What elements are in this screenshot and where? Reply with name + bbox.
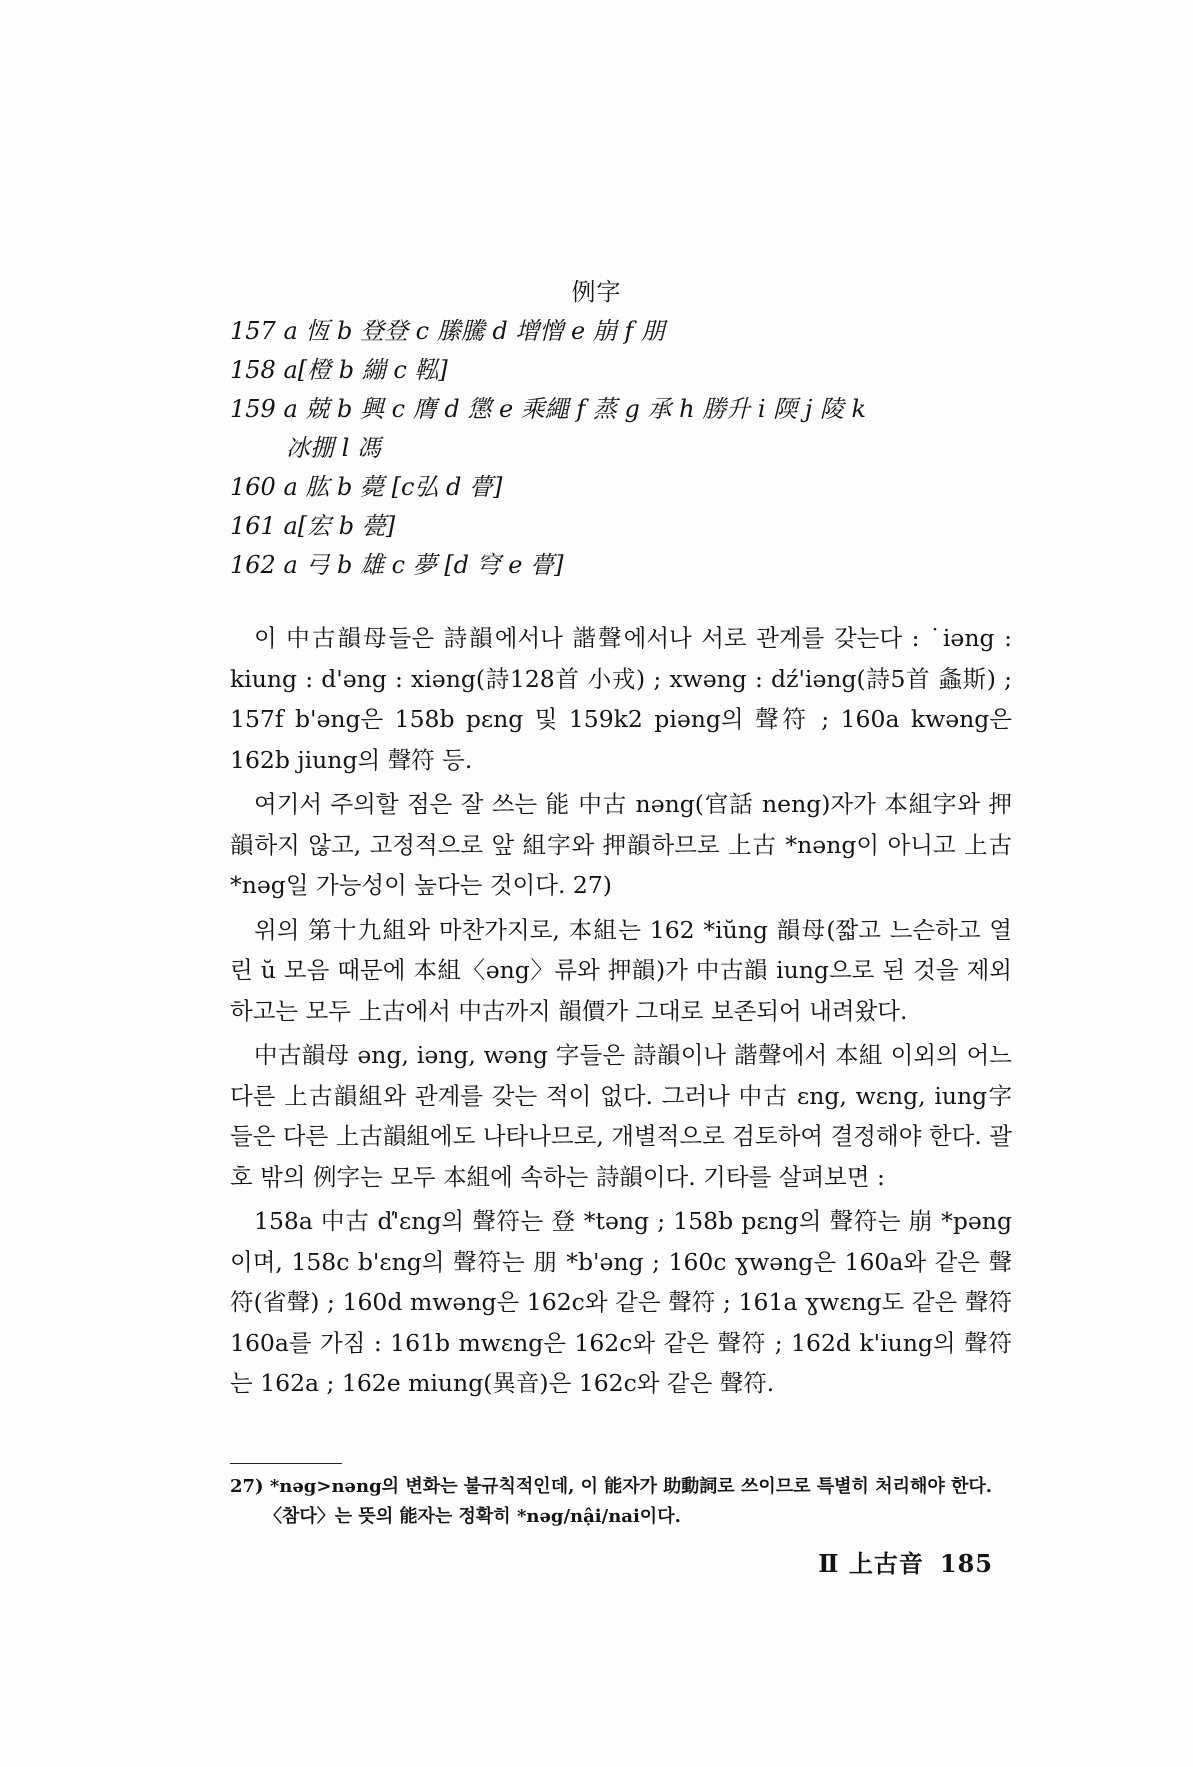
footnote-divider <box>230 1463 342 1464</box>
paragraph: 여기서 주의할 점은 잘 쓰는 能 中古 nəng(官話 neng)자가 本組字와 押韻하지 않고, 고정적으로 앞 組字와 押韻하므로 上古 *nəng이 아니고 上古 *nəg일 가능성이 높다는 것이다. 27) <box>230 790 1012 899</box>
paragraph: 158a 中古 ď'ɛng의 聲符는 登 *təng ; 158b pɛng의 聲符는 崩 *pəng이며, 158c b'ɛng의 聲符는 朋 *b'əng ; 160c ɣwəng은 160a와 같은 聲符(省聲) ; 160d mwəng은 162c와 같은 聲符 ; 161a ɣwɛng도 같은 聲符 160a를 가짐 : 161b mwɛng은 162c와 같은 聲符 ; 162d k'iung의 聲符는 162a ; 162e miung(異音)은 162c와 같은 聲符. <box>230 1207 1012 1397</box>
example-line-continuation: 冰掤 l 馮 <box>286 434 381 462</box>
page-number: 185 <box>939 1549 993 1578</box>
example-line <box>230 546 1020 585</box>
paragraph: 中古韻母 əng, iəng, wəng 字들은 詩韻이나 諧聲에서 本組 이외의 어느 다른 上古韻組와 관계를 갖는 적이 없다. 그러나 中古 ɛng, wɛng, iung字들은 다른 上古韻組에도 나타나므로, 개별적으로 검토하여 결정해야 한다. 괄호 밖의 例字는 모두 本組에 속하는 詩韻이다. 기타를 살펴보면 : <box>230 1041 1012 1191</box>
example-line-text: 162 a 弓 b 雄 c 夢 [d 穹 e 瞢] <box>230 551 564 579</box>
example-line <box>230 312 1020 351</box>
examples-heading: 例字 <box>571 278 622 306</box>
section-title: Ⅱ 上古音 <box>818 1549 924 1578</box>
example-line <box>230 390 1020 468</box>
example-line-text: 158 a[橙 b 繃 c 鞃] <box>230 356 448 384</box>
example-line <box>230 507 1020 546</box>
examples-list <box>230 312 1020 585</box>
paragraph: 위의 第十九組와 마찬가지로, 本組는 162 *iŭng 韻母(짧고 느슨하고 열린 ŭ 모음 때문에 本組〈əng〉류와 押韻)가 中古韻 iung으로 된 것을 제외하고는 모두 上古에서 中古까지 韻價가 그대로 보존되어 내려왔다. <box>230 915 1012 1025</box>
example-line <box>230 351 1020 390</box>
example-line-text: 161 a[宏 b 甍] <box>230 512 396 540</box>
example-line <box>230 468 1020 507</box>
paragraph: 이 中古韻母들은 詩韻에서나 諧聲에서나 서로 관계를 갖는다 : ˙iəng : kiung : d'əng : xiəng(詩128首 小戎) ; xwəng : dź'iəng(詩5首 螽斯) ; 157f b'əng은 158b pɛng 및 159k2 piəng의 聲符 ; 160a kwəng은 162b jiung의 聲符 등. <box>230 624 1012 774</box>
body-text <box>230 618 1012 1408</box>
example-line-text: 157 a 恆 b 登登 c 縢騰 d 增憎 e 崩 f 朋 <box>230 317 665 345</box>
running-footer <box>818 1544 993 1579</box>
example-line-text: 160 a 肱 b 薨 [c弘 d 瞢] <box>230 473 503 501</box>
footnote: 27) *nəg>nəng의 변화는 불규칙적인데, 이 能자가 助動詞로 쓰이므로 특별히 처리해야 한다. 〈참다〉는 뜻의 能자는 정확히 *nəg/nậi/nai이다. <box>230 1476 993 1527</box>
example-line-text: 159 a 兢 b 興 c 膺 d 懲 e 乘繩 f 蒸 g 承 h 勝升 i 陾 j 陵 k <box>230 395 867 423</box>
